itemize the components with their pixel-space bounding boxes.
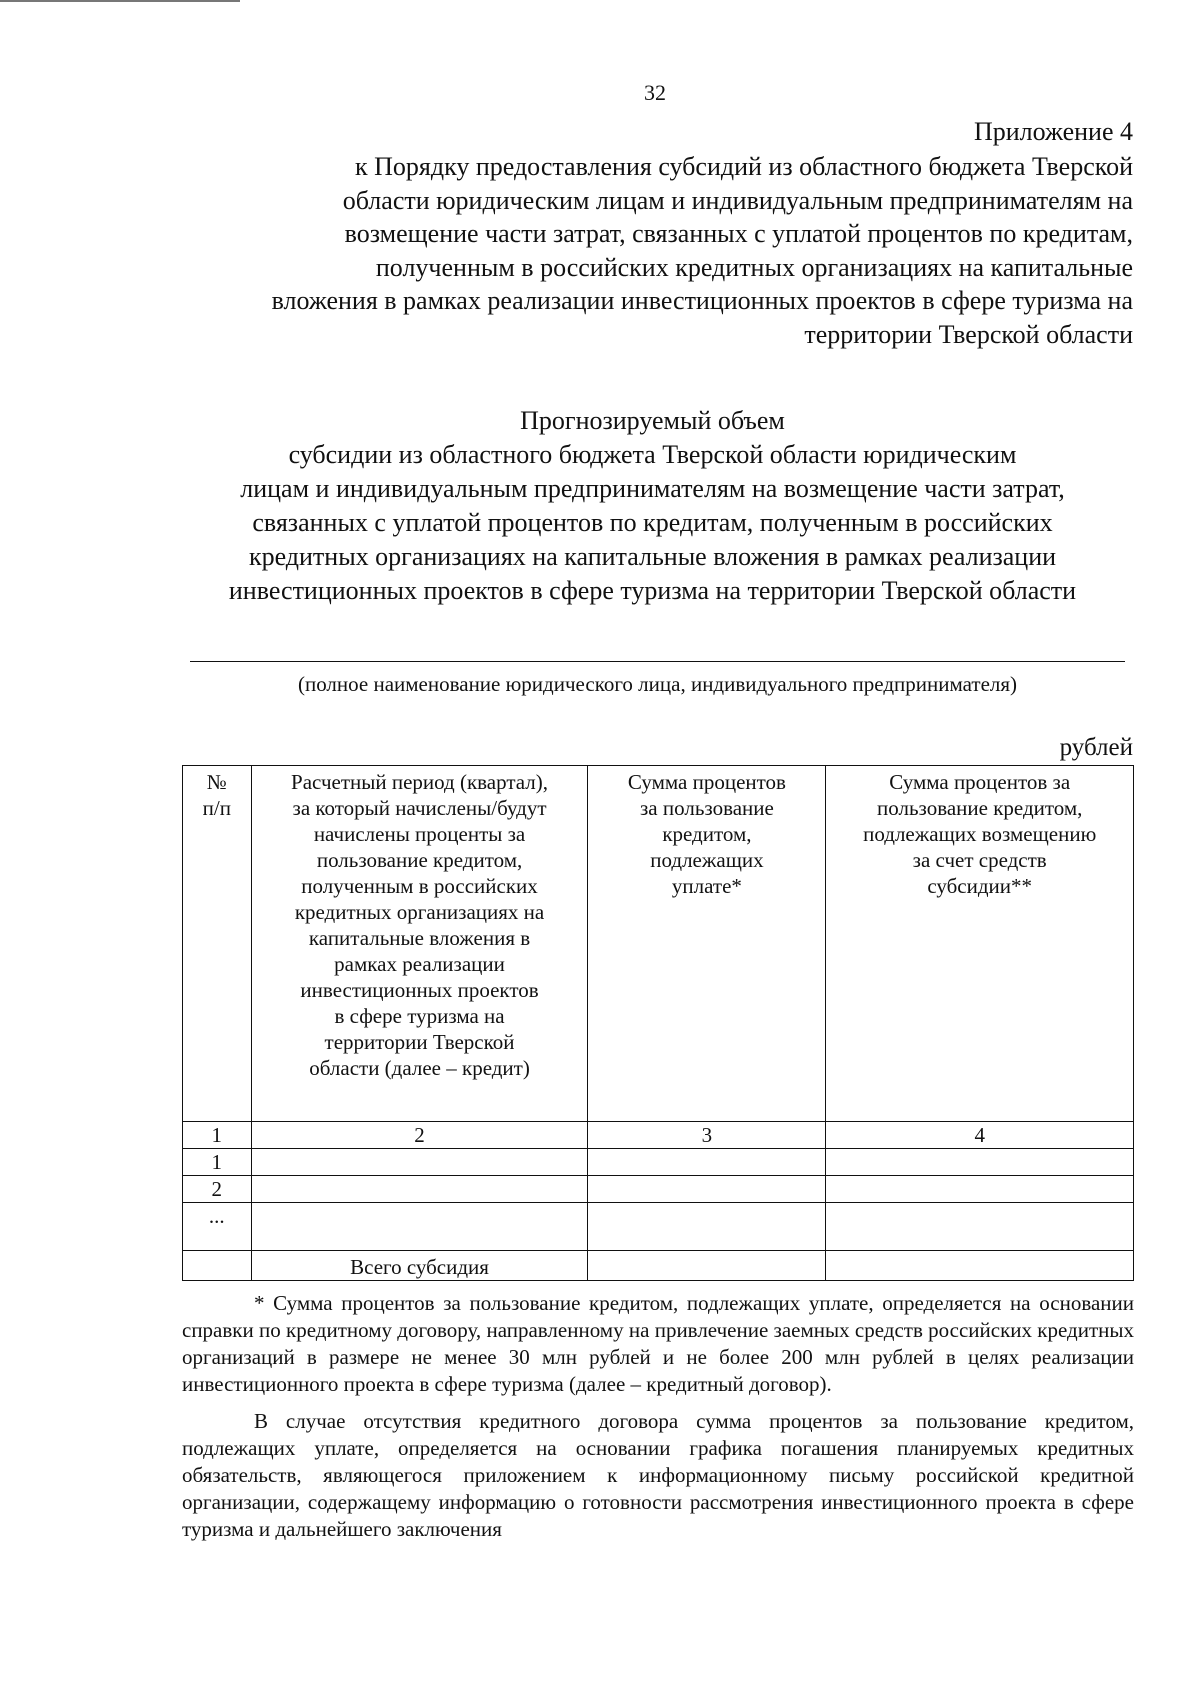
interest-payable-cell[interactable]	[588, 1176, 826, 1203]
table-row	[183, 1149, 1134, 1176]
period-cell[interactable]	[251, 1203, 588, 1251]
appendix-line: территории Тверской области	[804, 319, 1133, 349]
column-number-row	[183, 1122, 1134, 1149]
scan-edge-mark	[0, 0, 240, 8]
header-interest-reimbursed: Сумма процентов за пользование кредитом, подлежащих возмещению за счет средств субсидии**	[826, 766, 1134, 1122]
document-title	[170, 404, 1135, 608]
subsidy-table	[182, 765, 1134, 1281]
column-number: 1	[183, 1122, 252, 1149]
total-number-cell	[183, 1251, 252, 1281]
interest-reimbursed-cell[interactable]	[826, 1203, 1134, 1251]
appendix-line: области юридическим лицам и индивидуальным предпринимателям на	[342, 185, 1133, 215]
total-label: Всего субсидия	[251, 1251, 588, 1281]
column-number: 4	[826, 1122, 1134, 1149]
appendix-line: возмещение части затрат, связанных с уплатой процентов по кредитам,	[344, 219, 1133, 248]
name-caption: (полное наименование юридического лица, индивидуального предпринимателя)	[297, 672, 1018, 696]
interest-payable-cell[interactable]	[588, 1149, 826, 1176]
appendix-reference	[133, 150, 1133, 351]
interest-reimbursed-cell[interactable]	[826, 1149, 1134, 1176]
page-number: 32	[644, 80, 666, 105]
footnotes	[182, 1290, 1134, 1553]
header-number: № п/п	[183, 766, 252, 1122]
title-line: лицам и индивидуальным предпринимателям на возмещение части затрат,	[240, 474, 1065, 503]
header-interest-payable: Сумма процентов за пользование кредитом, подлежащих уплате*	[588, 766, 826, 1122]
header-period: Расчетный период (квартал), за который начислены/будут начислены проценты за пользование кредитом, полученным в российских кредитных организациях на капитальные вложения в рамках реализации инвестиционных проектов в сфере туризма на территории Тверской области (далее – кредит)	[251, 766, 588, 1122]
period-cell[interactable]	[251, 1149, 588, 1176]
period-cell[interactable]	[251, 1176, 588, 1203]
row-number: 2	[183, 1176, 252, 1203]
total-row	[183, 1251, 1134, 1281]
name-fill-line[interactable]	[190, 661, 1125, 662]
appendix-line: вложения в рамках реализации инвестиционных проектов в сфере туризма на	[271, 286, 1133, 315]
appendix-line: полученным в российских кредитных организациях на капитальные	[375, 252, 1133, 282]
table-row	[183, 1203, 1134, 1251]
interest-reimbursed-cell[interactable]	[826, 1176, 1134, 1203]
row-number: 1	[183, 1149, 252, 1176]
table-row	[183, 1176, 1134, 1203]
unit-label: рублей	[1059, 734, 1133, 761]
column-number: 2	[251, 1122, 588, 1149]
footnote-paragraph: * Сумма процентов за пользование кредитом, подлежащих уплате, определяется на основании справки по кредитному договору, направленному на привлечение заемных средств российских кредитных организаций в размере не менее 30 млн рублей и не более 200 млн рублей в целях реализации инвестиционного проекта в сфере туризма (далее – кредитный договор).	[182, 1291, 1134, 1396]
title-line: связанных с уплатой процентов по кредитам, полученным в российских	[252, 508, 1053, 537]
title-line: кредитных организациях на капитальные вложения в рамках реализации	[248, 542, 1057, 571]
title-line: инвестиционных проектов в сфере туризма на территории Тверской области	[228, 576, 1077, 605]
interest-payable-cell[interactable]	[588, 1203, 826, 1251]
table-header-row	[183, 766, 1134, 1122]
title-line: субсидии из областного бюджета Тверской области юридическим	[288, 440, 1017, 469]
total-interest-payable-cell[interactable]	[588, 1251, 826, 1281]
row-number: ...	[183, 1203, 252, 1251]
total-interest-reimbursed-cell[interactable]	[826, 1251, 1134, 1281]
appendix-label: Приложение 4	[973, 117, 1133, 146]
column-number: 3	[588, 1122, 826, 1149]
footnote-paragraph: В случае отсутствия кредитного договора сумма процентов за пользование кредитом, подлежащих уплате, определяется на основании графика погашения планируемых кредитных обязательств, являющегося приложением к информационному письму российской кредитной организации, содержащему информацию о готовности рассмотрения инвестиционного проекта в сфере туризма и дальнейшего заключения	[182, 1409, 1134, 1541]
appendix-line: к Порядку предоставления субсидий из областного бюджета Тверской	[354, 152, 1133, 181]
title-line: Прогнозируемый объем	[520, 406, 785, 435]
